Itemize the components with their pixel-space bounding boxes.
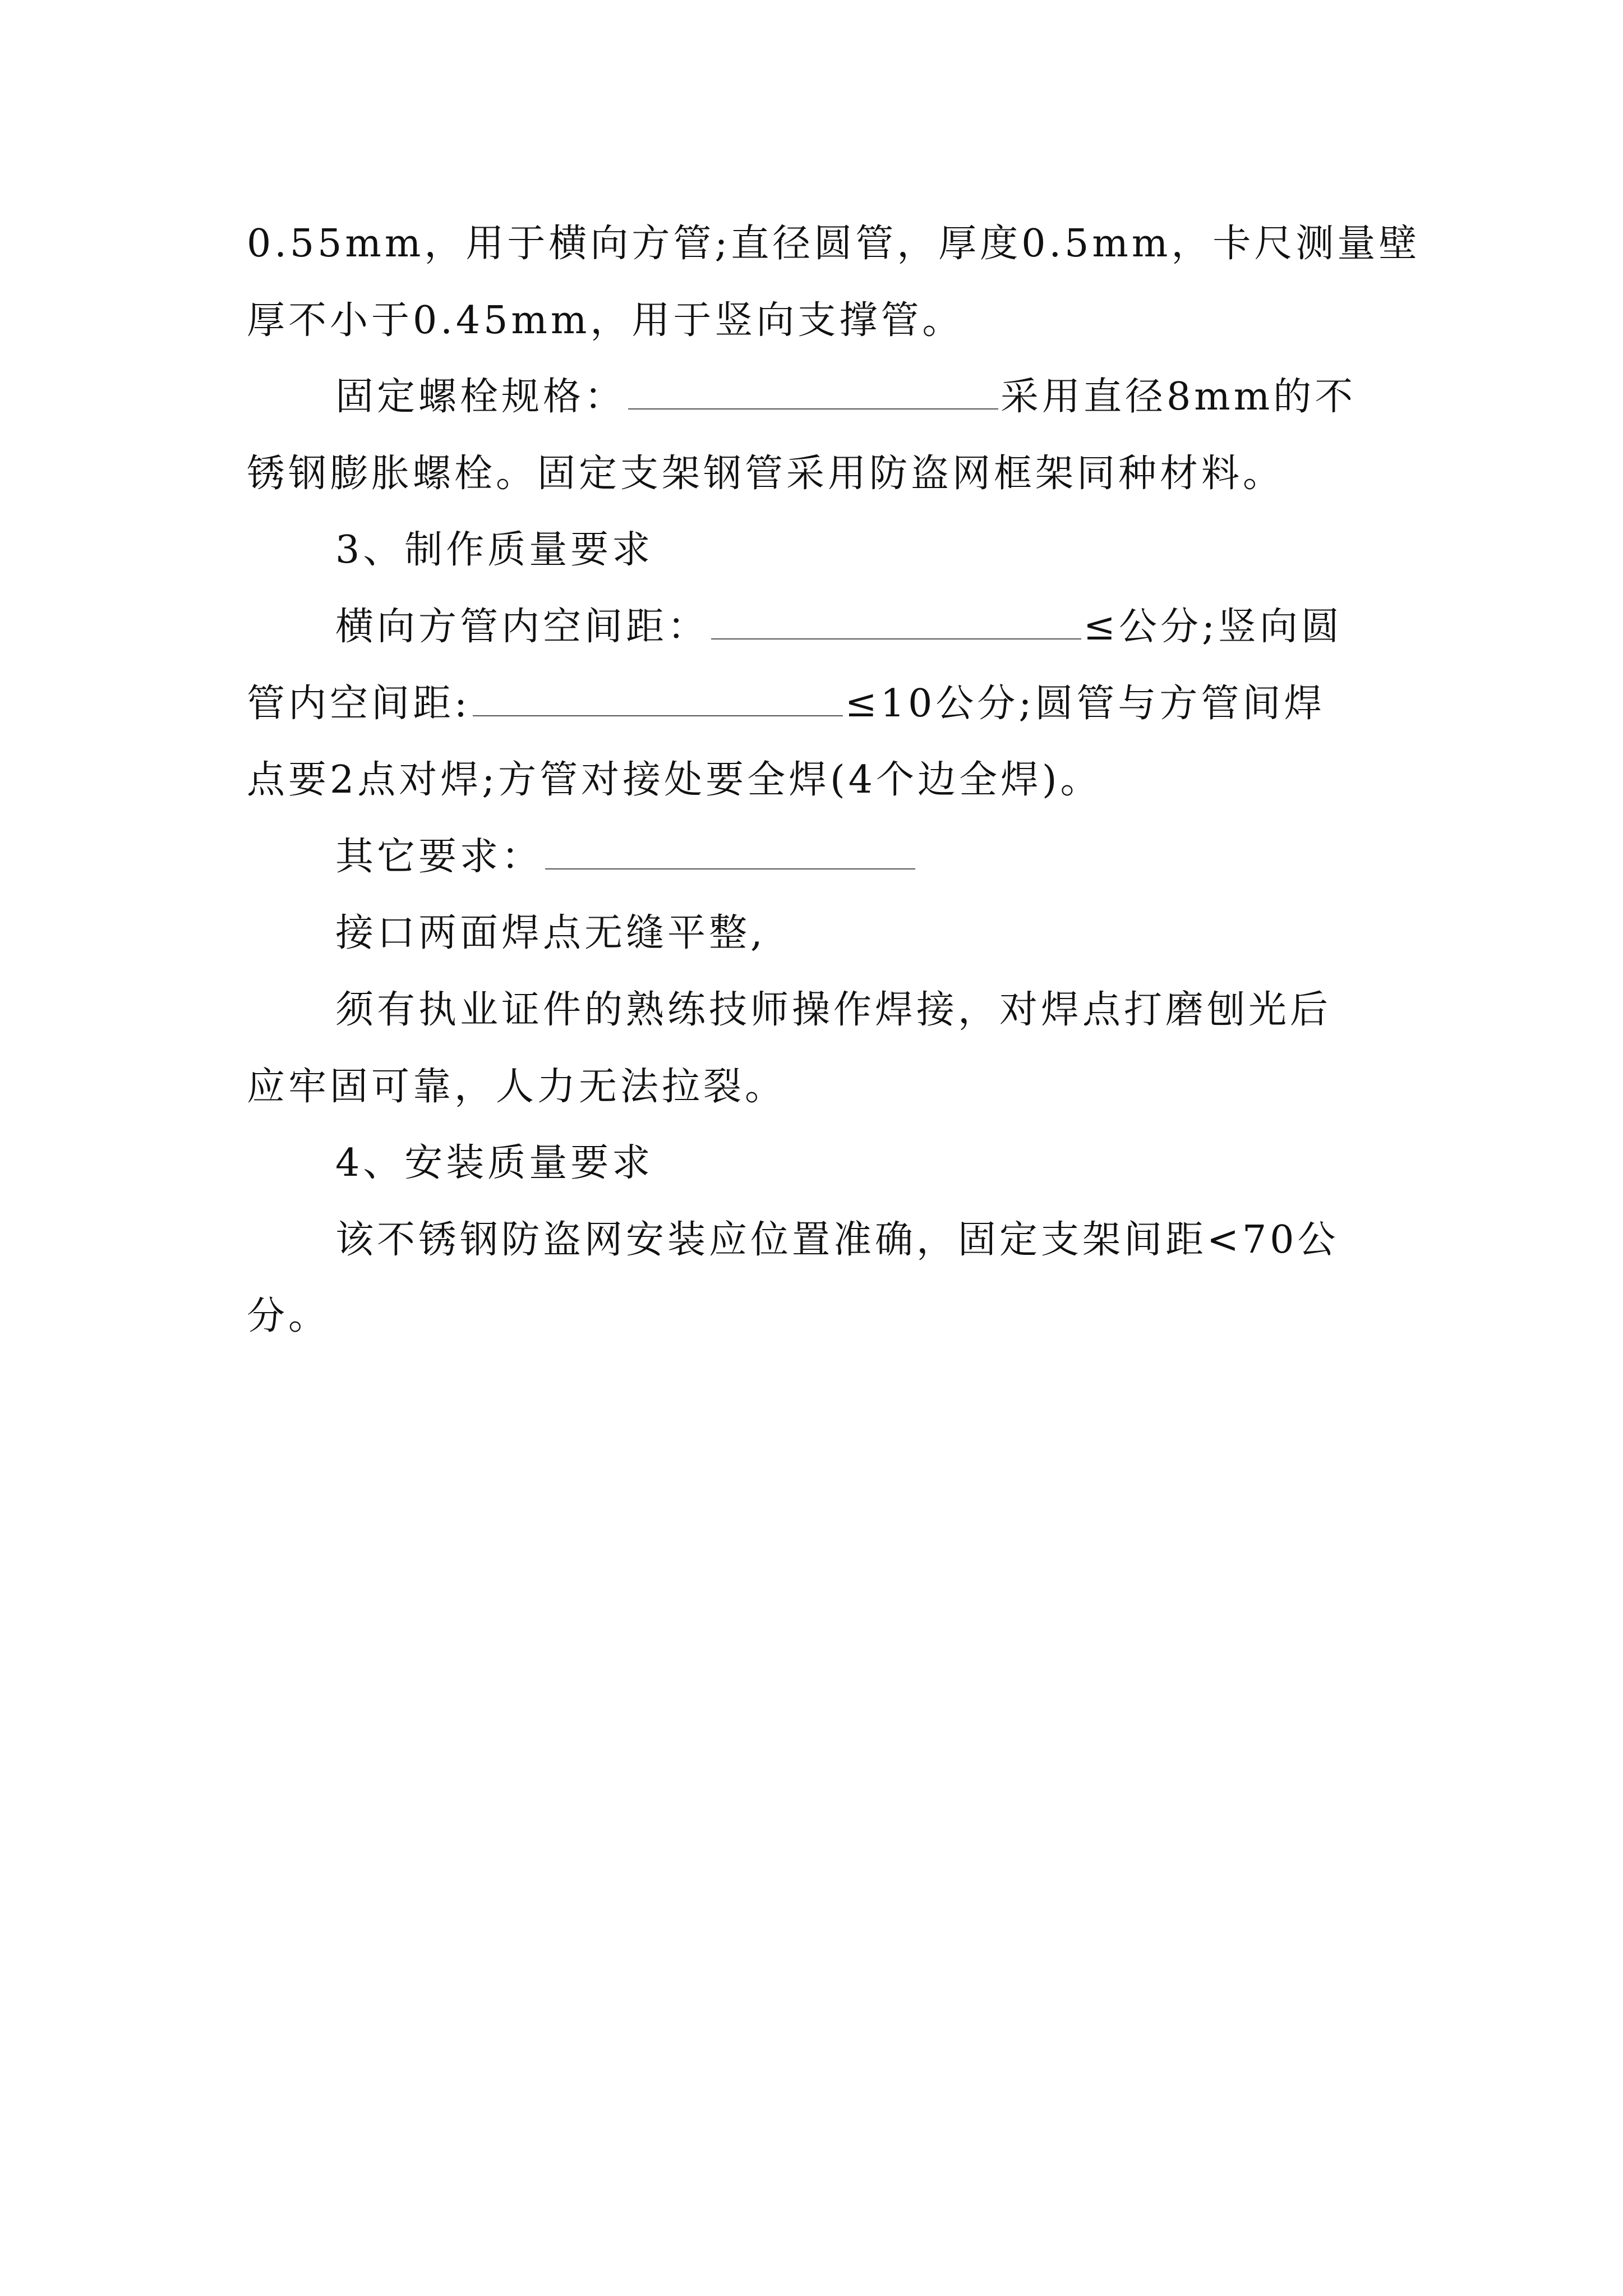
blank-underline [711, 605, 1081, 639]
text: 接口两面焊点无缝平整, [335, 911, 766, 955]
paragraph-line [335, 832, 917, 882]
paragraph-line [335, 602, 1343, 652]
text: 应牢固可靠，人力无法拉裂。 [247, 1065, 787, 1109]
field-label: 管内空间距: [247, 682, 471, 726]
text: 点要2点对焊;方管对接处要全焊(4个边全焊)。 [247, 758, 1102, 802]
text: ≤公分;竖向圆 [1083, 605, 1343, 649]
paragraph-line [247, 679, 1325, 729]
field-label: 其它要求： [335, 835, 543, 879]
paragraph-line [335, 985, 1331, 1036]
section-heading [335, 1138, 653, 1189]
blank-underline [628, 375, 998, 409]
paragraph-line [335, 1215, 1339, 1266]
paragraph-line [247, 1291, 330, 1342]
text: 锈钢膨胀螺栓。固定支架钢管采用防盗网框架同种材料。 [247, 452, 1285, 496]
field-label: 固定螺栓规格： [335, 375, 626, 419]
field-label: 横向方管内空间距： [335, 605, 709, 649]
blank-underline [545, 835, 915, 869]
paragraph-line [247, 296, 963, 346]
heading-text: 4、安装质量要求 [335, 1141, 654, 1185]
heading-text: 3、制作质量要求 [335, 528, 654, 572]
blank-underline [473, 682, 843, 716]
text: 厚不小于0.45mm，用于竖向支撑管。 [247, 298, 964, 343]
paragraph-line [335, 372, 1356, 422]
paragraph-line [335, 908, 766, 959]
text: ≤10公分;圆管与方管间焊 [845, 682, 1326, 726]
text: 须有执业证件的熟练技师操作焊接，对焊点打磨刨光后 [335, 988, 1332, 1032]
text: 分。 [247, 1294, 330, 1338]
paragraph-line [247, 755, 1102, 806]
paragraph-line [247, 1062, 786, 1112]
paragraph-line [247, 219, 1420, 269]
section-heading [335, 525, 653, 576]
text: 0.55mm，用于横向方管;直径圆管，厚度0.5mm，卡尺测量壁 [247, 222, 1421, 266]
text: 采用直径8mm的不 [1000, 375, 1357, 419]
text: 该不锈钢防盗网安装应位置准确，固定支架间距<70公 [335, 1218, 1339, 1262]
paragraph-line [247, 449, 1284, 499]
